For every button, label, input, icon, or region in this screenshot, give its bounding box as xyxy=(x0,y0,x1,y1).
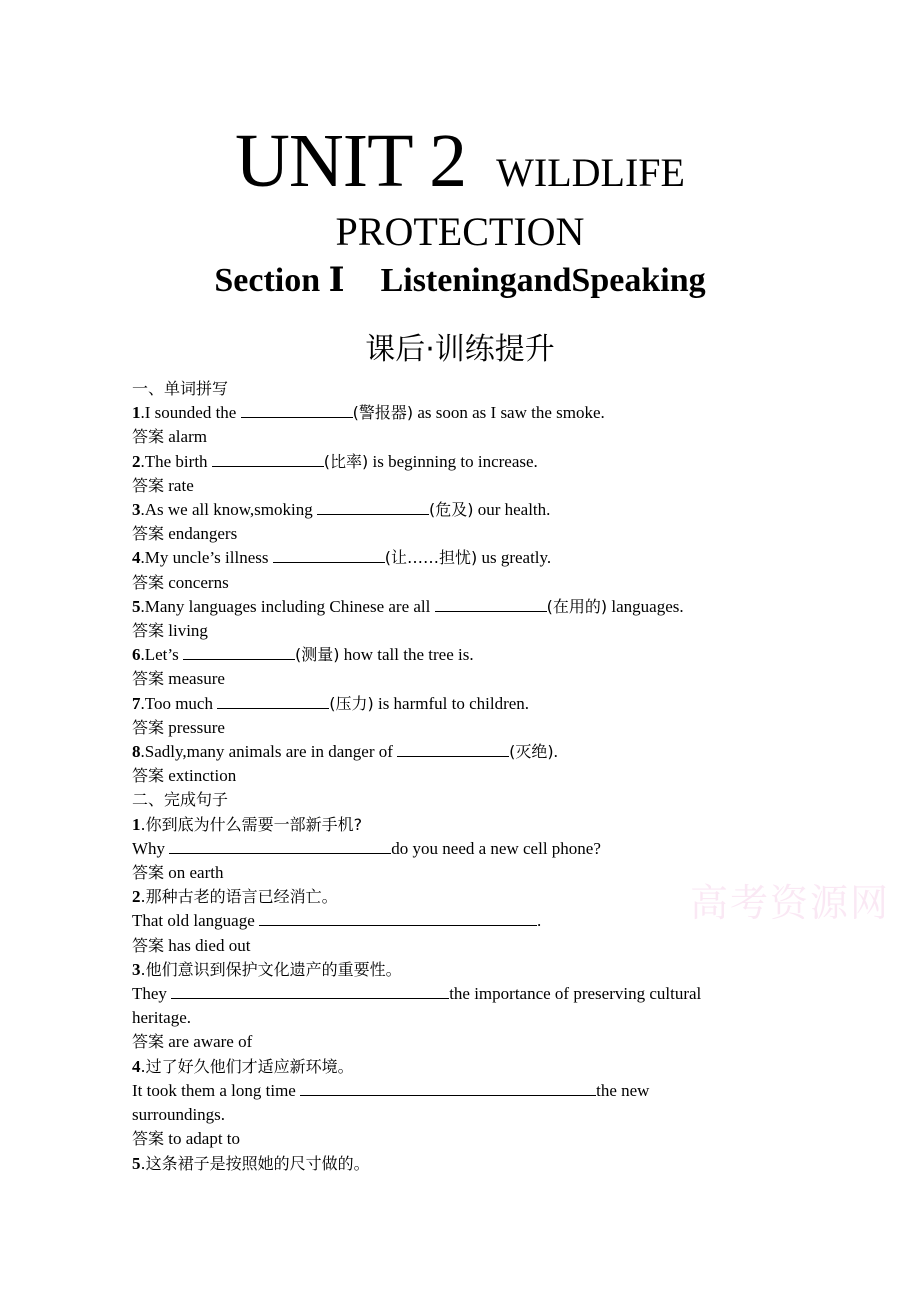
question-line xyxy=(132,595,742,619)
question-line xyxy=(132,837,742,861)
answer-blank xyxy=(397,741,509,757)
answer-line xyxy=(132,716,742,740)
title-line-1 xyxy=(0,118,920,205)
wildlife-title: WILDLIFE xyxy=(496,150,685,195)
answer-text: on earth xyxy=(168,863,224,883)
answer-label: 答案 xyxy=(132,621,165,641)
question-text-before: .My uncle’s illness xyxy=(140,548,273,568)
chinese-text: .那种古老的语言已经消亡。 xyxy=(140,887,338,907)
chinese-hint: (压力) xyxy=(329,693,374,713)
chinese-hint: (灭绝) xyxy=(509,742,554,762)
answer-blank xyxy=(435,596,547,612)
answer-line xyxy=(132,522,742,546)
answer-text: measure xyxy=(168,669,225,689)
answer-text: extinction xyxy=(168,766,237,786)
question-line xyxy=(132,498,742,522)
question-text-after: is beginning to increase. xyxy=(368,451,538,471)
watermark: 高考资源网 xyxy=(690,881,891,925)
question-line xyxy=(132,401,742,425)
answer-blank xyxy=(217,693,329,709)
answer-label: 答案 xyxy=(132,1129,165,1149)
answer-text: concerns xyxy=(168,572,229,592)
question-number: 7 xyxy=(132,693,141,713)
question-number: 8 xyxy=(132,742,141,762)
answer-blank xyxy=(212,451,324,467)
question-number: 5 xyxy=(132,1153,141,1173)
answer-line xyxy=(132,425,742,449)
answer-label: 答案 xyxy=(132,717,165,737)
answer-blank xyxy=(169,838,391,854)
answer-blank xyxy=(171,983,449,999)
answer-text: to adapt to xyxy=(168,1129,241,1149)
question-number: 6 xyxy=(132,645,141,665)
answer-text: has died out xyxy=(168,935,251,955)
answer-label: 答案 xyxy=(132,1032,165,1052)
unit-title: UNIT 2 xyxy=(235,119,467,203)
question-text-after: languages. xyxy=(607,596,684,616)
question-line xyxy=(132,909,742,933)
chinese-text: .过了好久他们才适应新环境。 xyxy=(140,1056,354,1076)
answer-blank xyxy=(241,402,353,418)
question-number: 5 xyxy=(132,596,141,616)
chinese-sentence xyxy=(132,885,742,909)
answer-line xyxy=(132,667,742,691)
part1-heading: 一、单词拼写 xyxy=(132,379,229,398)
answer-text: rate xyxy=(168,475,194,495)
question-continuation: surroundings. xyxy=(132,1105,226,1125)
answer-text: alarm xyxy=(168,427,207,447)
question-number: 3 xyxy=(132,959,141,979)
chinese-hint: (危及) xyxy=(428,500,474,520)
answer-label: 答案 xyxy=(132,572,165,592)
section-number: Section Ⅰ xyxy=(214,262,345,299)
answer-label: 答案 xyxy=(132,475,165,495)
question-text-after: do you need a new cell phone? xyxy=(391,838,601,858)
question-text-after: us greatly. xyxy=(477,548,552,568)
chinese-hint: (让……担忧) xyxy=(384,548,478,568)
chinese-text: .你到底为什么需要一部新手机? xyxy=(140,814,363,834)
section-title xyxy=(0,260,920,300)
answer-blank xyxy=(300,1080,596,1096)
chinese-sentence xyxy=(132,958,742,982)
answer-blank xyxy=(273,547,385,563)
answer-label: 答案 xyxy=(132,427,165,447)
answer-line xyxy=(132,1127,742,1151)
question-line xyxy=(132,1079,742,1103)
question-text-after: our health. xyxy=(473,500,551,520)
question-text-after: the importance of preserving cultural xyxy=(449,984,702,1004)
question-text-before: .I sounded the xyxy=(140,403,241,423)
question-text-after: the new xyxy=(596,1080,650,1100)
question-line xyxy=(132,643,742,667)
chinese-sentence xyxy=(132,1055,742,1079)
question-number: 4 xyxy=(132,548,141,568)
protection-title: PROTECTION xyxy=(335,209,585,254)
chinese-hint: (警报器) xyxy=(352,403,414,423)
question-text-before: It took them a long time xyxy=(132,1080,301,1100)
answer-line xyxy=(132,619,742,643)
answer-blank xyxy=(317,499,429,515)
answer-label: 答案 xyxy=(132,935,165,955)
answer-line xyxy=(132,1030,742,1054)
answer-text: endangers xyxy=(168,524,238,544)
answer-blank xyxy=(259,910,537,926)
question-number: 2 xyxy=(132,451,141,471)
answer-label: 答案 xyxy=(132,669,165,689)
chinese-hint: (比率) xyxy=(323,451,369,471)
subtitle: 课后·训练提升 xyxy=(365,332,555,367)
answer-line xyxy=(132,861,742,885)
answer-line xyxy=(132,571,742,595)
question-text-after: is harmful to children. xyxy=(373,693,530,713)
question-text-after: as soon as I saw the smoke. xyxy=(413,403,605,423)
chinese-sentence xyxy=(132,813,742,837)
question-line xyxy=(132,982,742,1006)
question-text-after: . xyxy=(553,742,558,762)
answer-text: are aware of xyxy=(168,1032,253,1052)
answer-label: 答案 xyxy=(132,766,165,786)
question-text-after: . xyxy=(537,911,542,931)
part2-heading: 二、完成句子 xyxy=(132,790,229,810)
question-text-before: .As we all know,smoking xyxy=(140,500,317,520)
answer-label: 答案 xyxy=(132,524,165,544)
question-text-before: .Too much xyxy=(140,693,218,713)
answer-label: 答案 xyxy=(132,863,165,883)
answer-text: pressure xyxy=(168,717,225,737)
question-text-before: Why xyxy=(132,838,170,858)
chinese-hint: (测量) xyxy=(295,645,340,665)
question-number: 3 xyxy=(132,500,141,520)
question-line xyxy=(132,740,742,764)
question-number: 2 xyxy=(132,887,141,907)
question-line xyxy=(132,692,742,716)
question-number: 4 xyxy=(132,1056,141,1076)
question-number: 1 xyxy=(132,403,141,423)
section-name: ListeningandSpeaking xyxy=(380,262,706,299)
question-text-before: That old language xyxy=(132,911,259,931)
question-text-before: They xyxy=(132,984,172,1004)
question-line xyxy=(132,546,742,570)
chinese-text: .这条裙子是按照她的尺寸做的。 xyxy=(140,1153,370,1173)
answer-line xyxy=(132,474,742,498)
question-number: 1 xyxy=(132,814,141,834)
question-text-before: .Many languages including Chinese are all xyxy=(140,596,435,616)
chinese-hint: (在用的) xyxy=(546,596,608,616)
chinese-sentence xyxy=(132,1152,742,1176)
exercise-body xyxy=(132,377,742,1176)
chinese-text: .他们意识到保护文化遗产的重要性。 xyxy=(140,959,402,979)
question-text-before: .Let’s xyxy=(140,645,183,665)
question-text-before: .Sadly,many animals are in danger of xyxy=(140,742,398,762)
answer-line xyxy=(132,764,742,788)
question-text-before: .The birth xyxy=(140,451,212,471)
answer-line xyxy=(132,934,742,958)
question-text-after: how tall the tree is. xyxy=(339,645,474,665)
question-line xyxy=(132,450,742,474)
answer-blank xyxy=(183,644,295,660)
question-continuation: heritage. xyxy=(132,1008,191,1028)
answer-text: living xyxy=(168,621,208,641)
